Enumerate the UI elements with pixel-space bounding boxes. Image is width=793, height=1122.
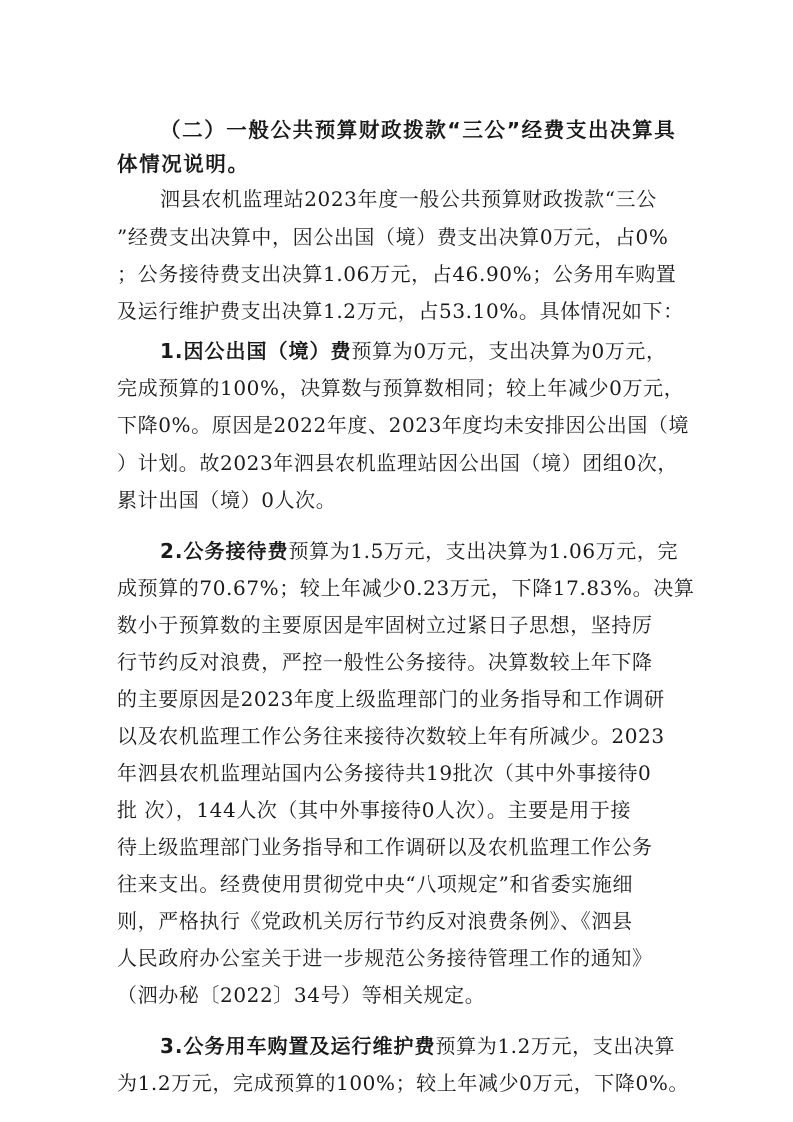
item2-line-13: （泗办秘〔2022〕34号）等相关规定。	[117, 983, 486, 1007]
item1-first-line	[160, 339, 667, 363]
item2-line-11: 则，严格执行《党政机关厉行节约反对浪费条例》、《泗县	[117, 909, 633, 933]
item2-line-4: 行节约反对浪费，严控一般性公务接待。决算数较上年下降	[117, 650, 653, 674]
item2-line-12: 人民政府办公室关于进一步规范公务接待管理工作的通知》	[117, 946, 653, 970]
item2-label: 2.公务接待费	[160, 539, 289, 563]
item1-line-3: 下降0%。原因是2022年度、2023年度均未安排因公出国（境	[117, 413, 690, 437]
item1-text: 预算为0万元，支出决算为0万元，	[351, 339, 667, 363]
item2-line-9: 待上级监理部门业务指导和工作调研以及农机监理工作公务	[117, 835, 653, 859]
intro-line-4: 及运行维护费支出决算1.2万元，占53.10%。具体情况如下：	[117, 299, 684, 323]
item3-first-line	[160, 1034, 675, 1058]
intro-line-1: 泗县农机监理站2023年度一般公共预算财政拨款“三公	[160, 187, 657, 211]
item1-line-5: 累计出国（境）0人次。	[117, 488, 337, 512]
item1-line-4: ）计划。故2023年泗县农机监理站因公出国（境）团组0次，	[117, 451, 679, 475]
section-heading-line-1: （二）一般公共预算财政拨款“三公”经费支出决算具	[160, 118, 677, 142]
item2-first-line	[160, 539, 678, 563]
item3-text: 预算为1.2万元，支出决算	[435, 1034, 676, 1058]
item3-line-2: 为1.2万元，完成预算的100%；较上年减少0万元，下降0%。	[117, 1071, 690, 1095]
intro-line-2: ”经费支出决算中，因公出国（境）费支出决算0万元，占0%	[117, 225, 669, 249]
item2-line-2: 成预算的70.67%；较上年减少0.23万元，下降17.83%。决算	[117, 576, 695, 600]
item2-line-7: 年泗县农机监理站国内公务接待共19批次（其中外事接待0	[117, 761, 652, 785]
item3-label: 3.公务用车购置及运行维护费	[160, 1034, 436, 1058]
item2-line-3: 数小于预算数的主要原因是牢固树立过紧日子思想，坚持厉	[117, 613, 653, 637]
item2-line-5: 的主要原因是2023年度上级监理部门的业务指导和工作调研	[117, 687, 665, 711]
item1-label: 1.因公出国（境）费	[160, 339, 352, 363]
item2-text: 预算为1.5万元，支出决算为1.06万元，完	[288, 539, 679, 563]
item1-line-2: 完成预算的100%，决算数与预算数相同；较上年减少0万元，	[117, 376, 685, 400]
item2-line-8: 批 次），144人次（其中外事接待0人次）。主要是用于接	[117, 798, 632, 822]
item2-line-10: 往来支出。经费使用贯彻党中央“八项规定”和省委实施细	[117, 872, 634, 896]
section-heading-line-2: 体情况说明。	[117, 152, 250, 176]
intro-line-3: ；公务接待费支出决算1.06万元，占46.90%；公务用车购置	[117, 262, 677, 286]
item2-line-6: 以及农机监理工作公务往来接待次数较上年有所减少。2023	[117, 724, 665, 748]
